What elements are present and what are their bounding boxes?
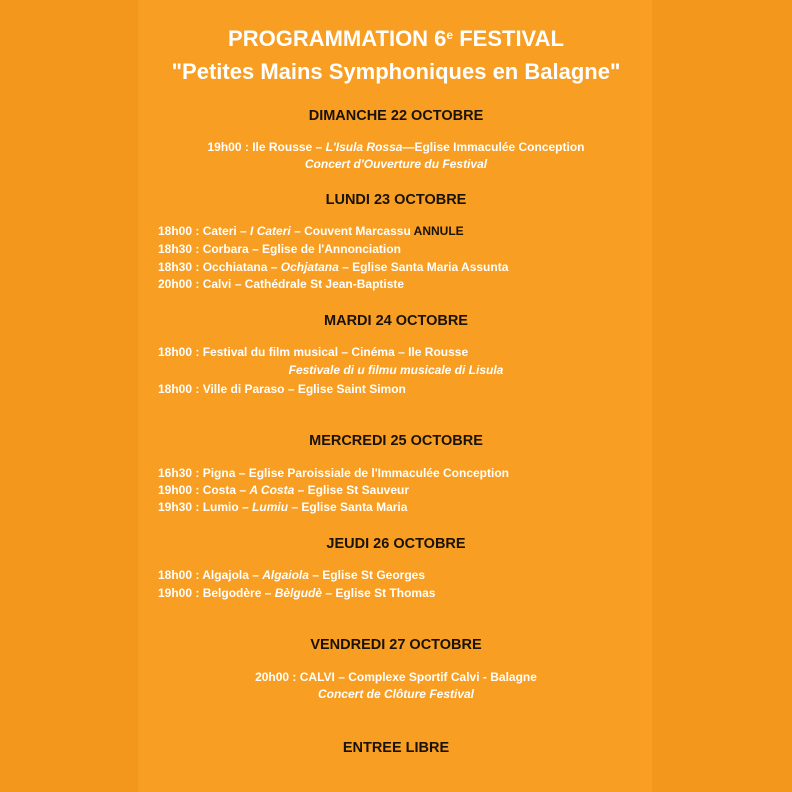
event-27-1: 20h00 : CALVI – Complexe Sportif Calvi - Balagne [255, 670, 537, 684]
event-23-3: 18h30 : Occhiatana – Ochjatana – Eglise Santa Maria Assunta [158, 260, 509, 274]
event-25-2: 19h00 : Costa – A Costa – Eglise St Sauveur [158, 483, 409, 497]
event-24-1: 18h00 : Festival du film musical – Cinéma – Ile Rousse [158, 345, 469, 359]
event-22-1: 19h00 : Ile Rousse – L'Isula Rossa—Eglise Immaculée Conception [207, 140, 585, 154]
page-title [0, 26, 792, 52]
event-23-1: 18h00 : Cateri – I Cateri – Couvent Marcassu ANNULE [158, 224, 464, 238]
event-24-note: Festivale di u filmu musicale di Lisula [288, 363, 504, 377]
event-27-note: Concert de Clôture Festival [317, 687, 475, 701]
event-26-2: 19h00 : Belgodère – Bèlgudè – Eglise St Thomas [158, 586, 436, 600]
event-25-1: 16h30 : Pigna – Eglise Paroissiale de l'Immaculée Conception [158, 466, 509, 480]
day-heading-22: DIMANCHE 22 OCTOBRE [308, 108, 484, 124]
day-heading-25: MERCREDI 25 OCTOBRE [309, 433, 483, 449]
title-superscript: e [446, 28, 454, 42]
free-entry: ENTREE LIBRE [342, 740, 450, 756]
page-subtitle: "Petites Mains Symphoniques en Balagne" [171, 59, 621, 84]
event-23-2: 18h30 : Corbara – Eglise de l'Annonciation [158, 242, 401, 256]
day-heading-27: VENDREDI 27 OCTOBRE [310, 637, 482, 653]
event-23-4: 20h00 : Calvi – Cathédrale St Jean-Baptiste [158, 277, 405, 291]
event-22-note: Concert d'Ouverture du Festival [304, 157, 488, 171]
day-heading-24: MARDI 24 OCTOBRE [324, 313, 468, 329]
day-heading-23: LUNDI 23 OCTOBRE [325, 192, 467, 208]
day-heading-26: JEUDI 26 OCTOBRE [326, 536, 466, 552]
event-24-2: 18h00 : Ville di Paraso – Eglise Saint Simon [158, 382, 406, 396]
title-text-end: FESTIVAL [453, 26, 564, 51]
title-text: PROGRAMMATION 6 [228, 26, 447, 51]
cancelled-badge: ANNULE [413, 224, 464, 238]
event-26-1: 18h00 : Algajola – Algaiola – Eglise St Georges [158, 568, 425, 582]
event-25-3: 19h30 : Lumio – Lumiu – Eglise Santa Maria [158, 500, 408, 514]
